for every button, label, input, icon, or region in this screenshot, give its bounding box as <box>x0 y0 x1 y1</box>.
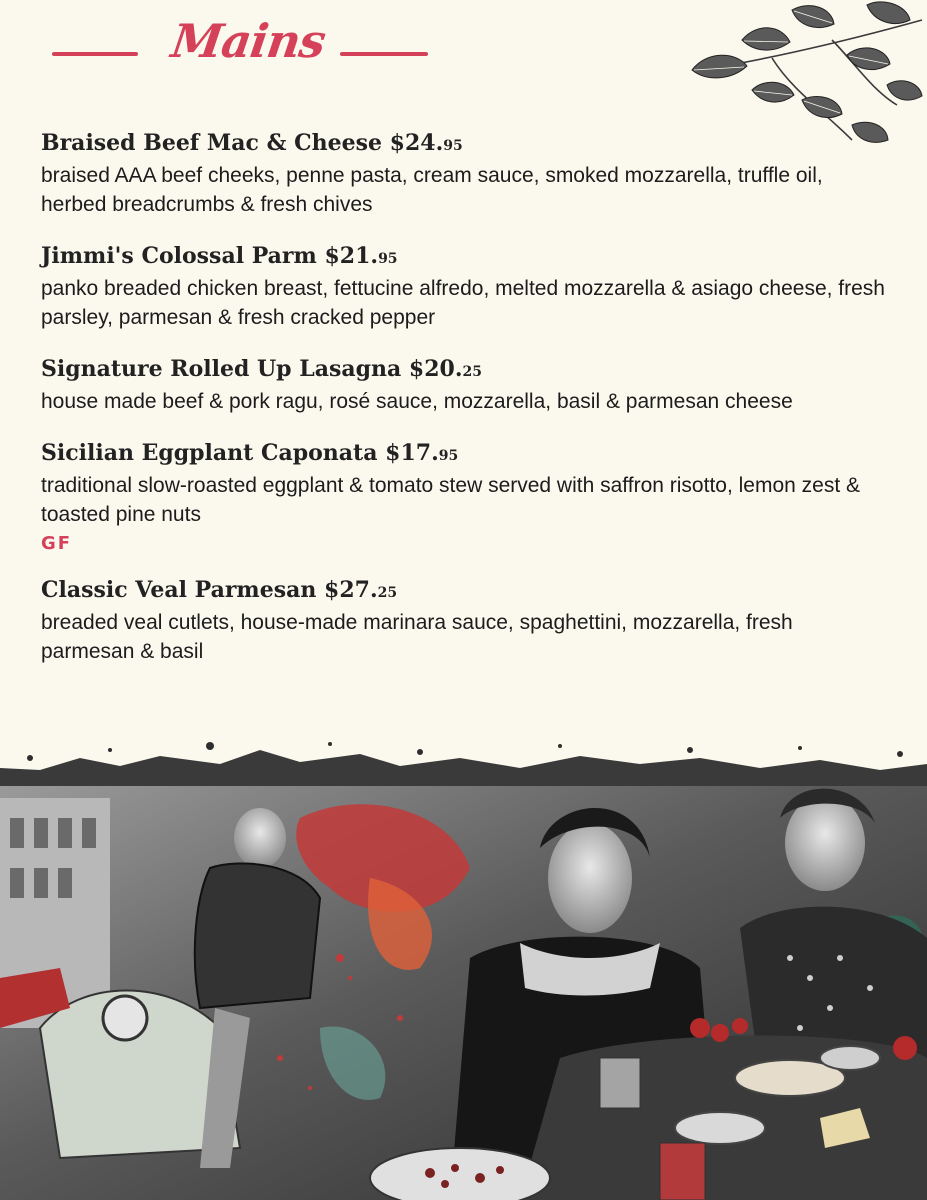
item-title <box>41 354 901 387</box>
item-title <box>41 575 901 608</box>
item-description: braised AAA beef cheeks, penne pasta, cream sauce, smoked mozzarella, truffle oil, herbed breadcrumbs & fresh chives <box>41 164 823 216</box>
menu-item <box>41 128 901 219</box>
item-price: $20. <box>408 356 463 382</box>
item-name: Jimmi's Colossal Parm <box>41 243 317 269</box>
item-title <box>41 241 901 274</box>
item-description: panko breaded chicken breast, fettucine alfredo, melted mozzarella & asiago cheese, fresh parsley, parmesan & fresh cracked pepper <box>41 277 885 329</box>
menu-items <box>41 128 901 666</box>
section-title: Mains <box>168 14 329 68</box>
menu-item <box>41 354 901 416</box>
menu-item <box>41 575 901 666</box>
item-description: traditional slow-roasted eggplant & tomato stew served with saffron risotto, lemon zest & toasted pine nuts <box>41 474 861 526</box>
item-price-cents: 95 <box>443 138 463 154</box>
item-price-cents: 25 <box>462 364 482 380</box>
menu-header <box>0 0 927 110</box>
item-price: $27. <box>324 577 378 603</box>
title-rule-right <box>340 52 428 56</box>
menu-item <box>41 241 901 332</box>
gluten-free-badge: GF <box>41 533 73 554</box>
item-price-cents: 25 <box>377 585 398 601</box>
item-price: $24. <box>389 130 444 156</box>
menu-item <box>41 438 901 559</box>
item-description: breaded veal cutlets, house-made marinara sauce, spaghettini, mozzarella, fresh parmesan & basil <box>41 611 793 663</box>
item-price: $21. <box>324 243 379 269</box>
title-rule-left <box>52 52 138 56</box>
item-title <box>41 438 901 471</box>
item-price-cents: 95 <box>378 251 398 267</box>
item-description: house made beef & pork ragu, rosé sauce, mozzarella, basil & parmesan cheese <box>41 390 793 413</box>
item-name: Signature Rolled Up Lasagna <box>41 356 402 382</box>
item-name: Sicilian Eggplant Caponata <box>41 440 378 466</box>
item-title <box>41 128 901 161</box>
item-name: Braised Beef Mac & Cheese <box>41 130 382 156</box>
item-price: $17. <box>385 440 439 466</box>
retro-dining-collage <box>0 728 927 1200</box>
item-price-cents: 95 <box>438 448 459 464</box>
item-name: Classic Veal Parmesan <box>41 577 317 603</box>
